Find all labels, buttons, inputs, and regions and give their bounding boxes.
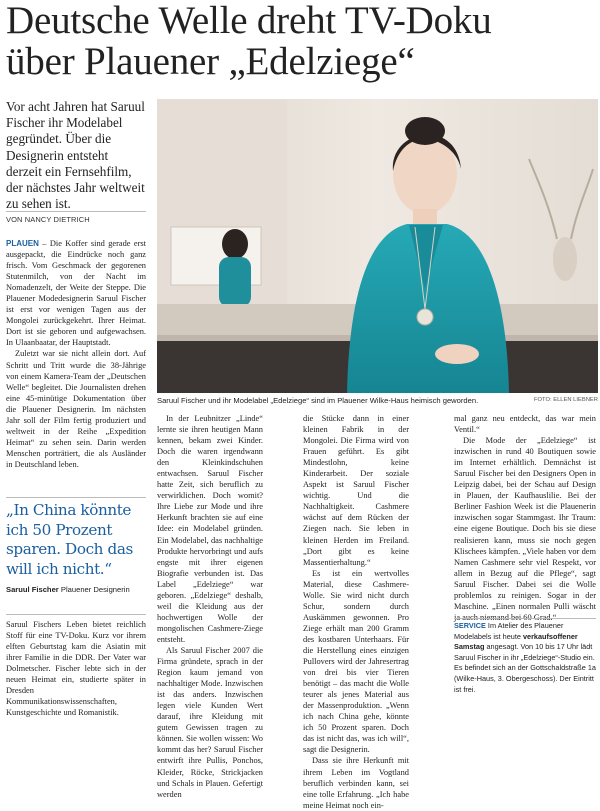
designer-portrait-illustration [157, 99, 598, 393]
teaser: Vor acht Jahren hat Saruul Fischer ihr Modelabel gegründet. Über die Designerin entsteht derzeit ein Fernsehfilm, der nächstes Jahr weltweit zu sehen ist. [6, 99, 145, 212]
photo-credit: FOTO: ELLEN LIEBNER [533, 397, 598, 403]
headline-line-1: Deutsche Welle dreht TV-Doku [6, 0, 492, 42]
service-highlight: verkaufsoffener Samstag [454, 631, 578, 652]
body-column-3 [303, 413, 409, 811]
col3-paragraph-2: Es ist ein wertvolles Material, diese Cashmere-Wolle. Sie wird nicht durch Schur, sondern durch Auskämmen gewonnen. Pro Ziege erhält man 200 Gramm des kostbaren Unterhaars. Für die Herstellung eines einzigen Pullovers wird der Jahresertrag von drei bis vier Tieren benötigt – das macht die Wolle teurer als jenes Material aus der Massenproduktion. „Wenn ich nach China gehe, könnte ich 50 Prozent sparen. Doch das ist nicht das, was ich will“, sagt die Designerin. [303, 568, 409, 755]
service-tag: SERVICE [454, 621, 486, 630]
left-paragraph-2: Zuletzt war sie nicht allein dort. Auf Schritt und Tritt wurde die 38-Jährige von einem Kamera-Team der „Deutschen Welle“ begleitet. Die Journalisten drehen eine 45-minütige Dokumentation über die Plauener Designerin. Im nächsten Jahr soll der Film fertig produziert und weltweit in der Reihe „Expedition Heimat“ zu sehen sein. Darin werden Menschen porträtiert, die als Ausländer in Deutschland leben. [6, 349, 146, 469]
left-column [6, 238, 146, 470]
dateline-location: PLAUEN [6, 239, 39, 248]
pull-quote-text: „In China könnte ich 50 Prozent sparen. Doch das will ich nicht.“ [6, 501, 133, 578]
service-box: SERVICE Im Atelier des Plauener Modelabels ist heute verkaufsoffener Samstag angesagt. Von 10 bis 17 Uhr lädt Saruul Fischer in ihr „Edelziege“-Studio ein. Es befindet sich an der Gottschaldstraße 1a (Wilke-Haus, 3. Obergeschoss). Der Eintritt ist frei. [454, 618, 596, 714]
body-column-4 [454, 413, 596, 623]
headline-line-2: über Plauener „Edelziege“ [6, 40, 415, 83]
left-column-lower: Saruul Fischers Leben bietet reichlich Stoff für eine TV-Doku. Kurz vor ihrem elften Geburtstag kam die Asiatin mit ihrer Familie in die DDR. Der Vater war Dolmetscher. Fischer lebte sich in der neuen Heimat ein, studierte später in Dresden Kommunikationswissenschaften, Kunstgeschichte und Romanistik. [6, 620, 146, 718]
byline: VON NANCY DIETRICH [6, 211, 146, 224]
article-photo [157, 99, 598, 393]
col2-paragraph-1: In der Leubnitzer „Linde“ lernte sie ihren heutigen Mann kennen, bekam zwei Kinder. Doch die waren irgendwann den Kleinkindschuhen entwachsen. Saruul Fischer hatte Zeit, sich beruflich zu verwirklichen. Doch womit? Ihre Liebe zur Mode und ihre Herkunft brachten sie auf eine Idee: ein Modelabel gründen. Ein Modelabel, das nachhaltige Produkte hervorbringt und aufs engste mit ihrer eigenen Biografie verbunden ist. Das Label „Edelziege“ war geboren. „Edelziege“ deshalb, weil die Kleidung aus der hochwertigen Wolle der mongolischen Cashmere-Ziege entsteht. [157, 414, 263, 644]
pull-quote-author: Saruul Fischer Plauener Designerin [6, 585, 130, 594]
photo-caption-text: Saruul Fischer und ihr Modelabel „Edelziege“ sind im Plauener Wilke-Haus heimisch geworden. [157, 396, 479, 405]
photo-caption [157, 396, 598, 405]
col4-paragraph-1: mal ganz neu entdeckt, das war mein Ventil.“ [454, 414, 596, 435]
col3-paragraph-1: die Stücke dann in einer kleinen Fabrik in der Mongolei. Die Firma wird von Frauen geführt. Es gibt Mindestlohn, keine Kinderarbeit. Der soziale Aspekt ist Saruul Fischer wichtig. Und die Nachhaltigkeit. Cashmere wächst auf dem Rücken der Ziegen nach. Sie leben in kleinen Herden im Freiland. „Dort gibt es keine Massentierhaltung.“ [303, 414, 409, 567]
left-paragraph-1: PLAUEN – Die Koffer sind gerade erst ausgepackt, die Eindrücke noch ganz frisch. Vom Geschmack der gegorenen Stutenmilch, von der Nacht im Nomadenzelt, der Weite der Steppe. Die Plauener Modedesignerin Saruul Fischer ist erst vor wenigen Tagen aus der Mongolei zurückgekehrt. Ihrer Heimat. Dort ist sie geboren und aufgewachsen. In Ulaanbaatar, der Hauptstadt. [6, 239, 146, 348]
col3-paragraph-3: Dass sie ihre Herkunft mit ihrem Leben im Vogtland beruflich verbinden kann, sei eine tolle Erfahrung. „Ich habe meine Heimat noch ein- [303, 756, 409, 810]
col2-paragraph-2: Als Saruul Fischer 2007 die Firma gründete, sprach in der Region kaum jemand von nachhaltiger Mode. Inzwischen ist das anders. Inzwischen legen viele Kunden Wert darauf, ihre Kleidung mit gutem Gewissen tragen zu können. Sie wollen wissen: Wo kommt das her? Saruul Fischer entwirft ihre Pullis, Ponchos, Kleider, Röcke, Strickjacken und Schals in Plauen. Gefertigt werden [157, 645, 263, 799]
body-column-2 [157, 413, 263, 800]
headline [6, 0, 598, 82]
pull-quote [6, 497, 146, 615]
col4-paragraph-2: Die Mode der „Edelziege“ ist inzwischen in rund 40 Boutiquen sowie im Internet erhältlich. Demnächst ist Saruul Fischer bei den Designers Open in Leipzig dabei, bei der Schau auf Design in Plauen, der Kaufhauslilie. Bei der Berliner Fashion Week ist die Plauenerin inzwischen sogar Stammgast. Ihr Traum: eine eigene Boutique. Doch bis sie diese realisieren kann, muss sie noch gegen Klischees kämpfen. „Viele haben vor dem Namen Cashmere sehr viel Respekt, vor allem in Bezug auf die Pflege“, sagt Saruul Fischer. Dabei sei die Wolle problemlos zu reinigen. Sogar in der Maschine. „Einen normalen Pulli wäscht ja auch niemand bei 60 Grad.“ [454, 436, 596, 622]
